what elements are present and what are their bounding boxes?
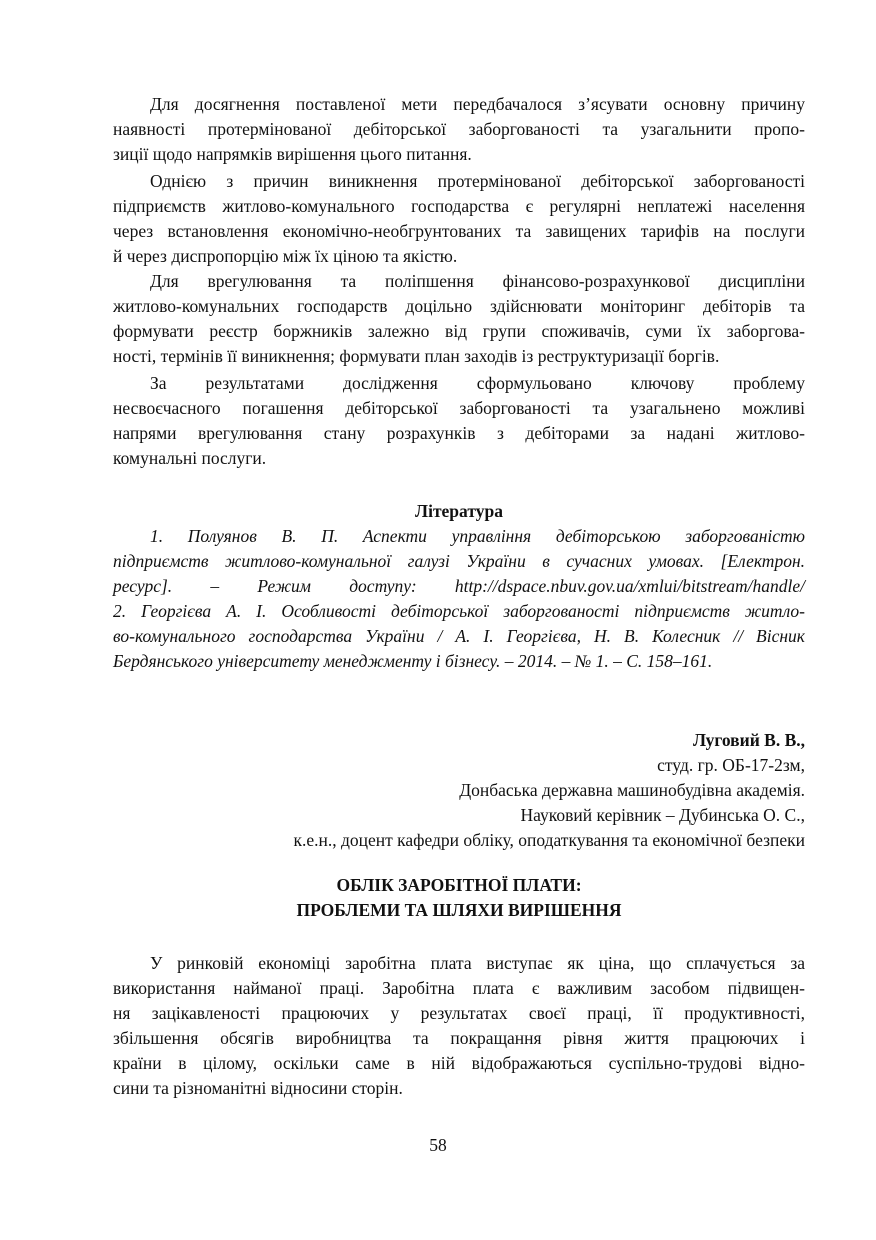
paragraph-2 [113,169,805,269]
text-line: й через диспропорцію між їх ціною та якістю. [113,246,458,266]
reference-line: 2. Георгієва А. І. Особливості дебіторської заборгованості підприємств житло- [113,601,805,621]
text-line: через встановлення економічно-необгрунтованих та завищених тарифів на послуги [113,221,805,241]
text-line: ності, термінів її виникнення; формувати план заходів із реструктуризації боргів. [113,346,720,366]
paragraph-1 [113,92,805,167]
text-line: використання найманої праці. Заробітна плата є важливим засобом підвищен- [113,978,805,998]
supervisor-title: к.е.н., доцент кафедри обліку, оподаткування та економічної безпеки [293,830,805,850]
reference-line: Бердянського університету менеджменту і бізнесу. – 2014. – № 1. – С. 158–161. [113,651,713,671]
text-line: формувати реєстр боржників залежно від групи споживачів, суми їх заборгова- [113,321,805,341]
title-line: ОБЛІК ЗАРОБІТНОЇ ПЛАТИ: [336,875,582,895]
text-line: Для досягнення поставленої мети передбачалося з’ясувати основну причину [150,94,805,114]
author-institution: Донбаська державна машинобудівна академія. [459,780,805,800]
text-line: країни в цілому, оскільки саме в ній відображаються суспільно-трудові відно- [113,1053,805,1073]
article-body [113,951,805,1101]
references-heading: Література [415,501,503,521]
paragraph-4 [113,371,805,471]
text-line: наявності протермінованої дебіторської заборгованості та узагальнити пропо- [113,119,805,139]
text-line: комунальні послуги. [113,448,267,468]
supervisor: Науковий керівник – Дубинська О. С., [520,805,805,825]
paragraph-3 [113,269,805,369]
text-line: житлово-комунальних господарств доцільно здійснювати моніторинг дебіторів та [113,296,805,316]
reference-line: підприємств житлово-комунальної галузі України в сучасних умовах. [Електрон. [113,551,805,571]
text-line: несвоєчасного погашення дебіторської заборгованості та узагальнено можливі [113,398,805,418]
title-line: ПРОБЛЕМИ ТА ШЛЯХИ ВИРІШЕННЯ [296,900,622,920]
reference-line: ресурс]. – Режим доступу: http://dspace.nbuv.gov.ua/xmlui/bitstream/handle/ [113,576,805,596]
reference-line: во-комунального господарства України / А. І. Георгієва, Н. В. Колесник // Вісник [113,626,805,646]
text-line: У ринковій економіці заробітна плата виступає як ціна, що сплачується за [150,953,805,973]
text-line: напрями врегулювання стану розрахунків з дебіторами за надані житлово- [113,423,805,443]
text-line: ня зацікавленості працюючих у результатах своєї праці, її продуктивності, [113,1003,805,1023]
text-line: Однією з причин виникнення протермінованої дебіторської заборгованості [150,171,805,191]
author-block [113,728,805,853]
text-line: сини та різноманітні відносини сторін. [113,1078,403,1098]
text-line: Для врегулювання та поліпшення фінансово-розрахункової дисципліни [150,271,805,291]
reference-line: 1. Полуянов В. П. Аспекти управління дебіторською заборгованістю [150,526,805,546]
text-line: За результатами дослідження сформульовано ключову проблему [150,373,805,393]
text-line: збільшення обсягів виробництва та покращання рівня життя працюючих і [113,1028,805,1048]
author-name: Луговий В. В., [692,730,805,750]
references-section [113,499,805,674]
text-line: підприємств житлово-комунального господарства є регулярні неплатежі населення [113,196,805,216]
author-group: студ. гр. ОБ-17-2зм, [657,755,805,775]
article-title [113,873,805,923]
text-line: зиції щодо напрямків вирішення цього питання. [113,144,472,164]
page-number: 58 [429,1135,447,1155]
